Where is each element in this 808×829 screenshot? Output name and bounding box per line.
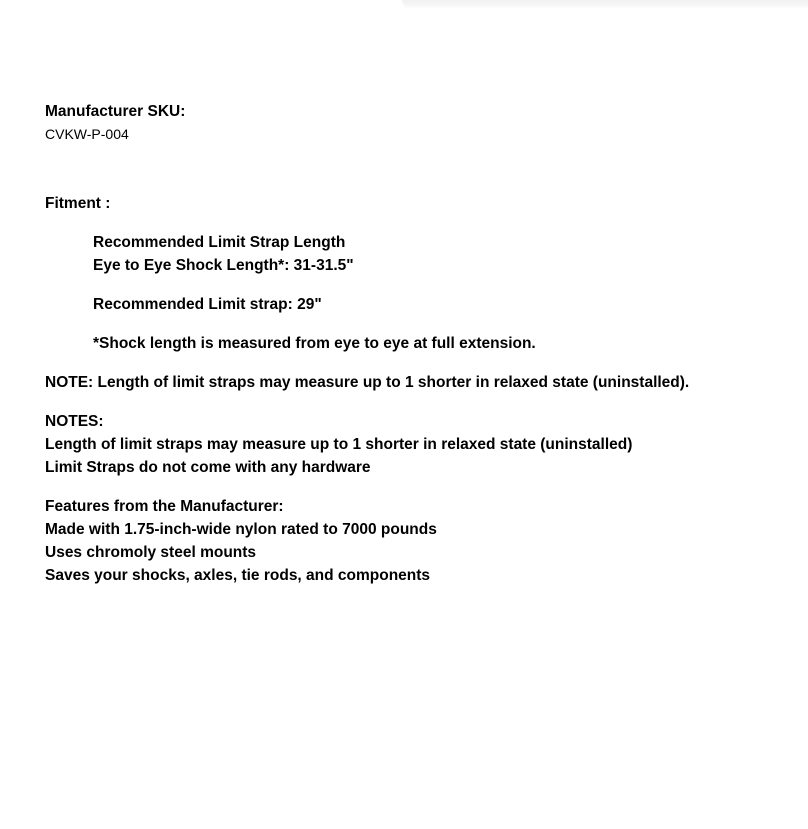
sku-label: Manufacturer SKU: bbox=[45, 103, 186, 120]
note-paragraph: NOTE: Length of limit straps may measure up to 1 shorter in relaxed state (uninstalled). bbox=[45, 374, 690, 391]
product-description bbox=[45, 100, 735, 603]
notes-heading: NOTES: bbox=[45, 413, 104, 430]
feature-item: Saves your shocks, axles, tie rods, and components bbox=[45, 567, 431, 584]
eye-to-eye-shock-length: Eye to Eye Shock Length*: 31-31.5" bbox=[93, 257, 354, 274]
notes-section bbox=[45, 410, 735, 479]
notes-item: Limit Straps do not come with any hardware bbox=[45, 459, 371, 476]
sku-value: CVKW-P-004 bbox=[45, 126, 129, 142]
recommended-limit-strap: Recommended Limit strap: 29" bbox=[93, 296, 322, 313]
sku-section bbox=[45, 100, 735, 146]
fitment-strap-length-block bbox=[45, 231, 735, 277]
feature-item: Made with 1.75-inch-wide nylon rated to 7000 pounds bbox=[45, 521, 437, 538]
features-heading: Features from the Manufacturer: bbox=[45, 498, 284, 515]
fitment-heading: Fitment : bbox=[45, 195, 111, 212]
feature-item: Uses chromoly steel mounts bbox=[45, 544, 257, 561]
recommended-limit-strap-length-label: Recommended Limit Strap Length bbox=[93, 234, 346, 251]
notes-item: Length of limit straps may measure up to 1 shorter in relaxed state (uninstalled) bbox=[45, 436, 633, 453]
features-section bbox=[45, 495, 735, 587]
shock-length-footnote: *Shock length is measured from eye to eye at full extension. bbox=[93, 335, 536, 352]
top-right-header-remnant-bar bbox=[402, 0, 808, 9]
